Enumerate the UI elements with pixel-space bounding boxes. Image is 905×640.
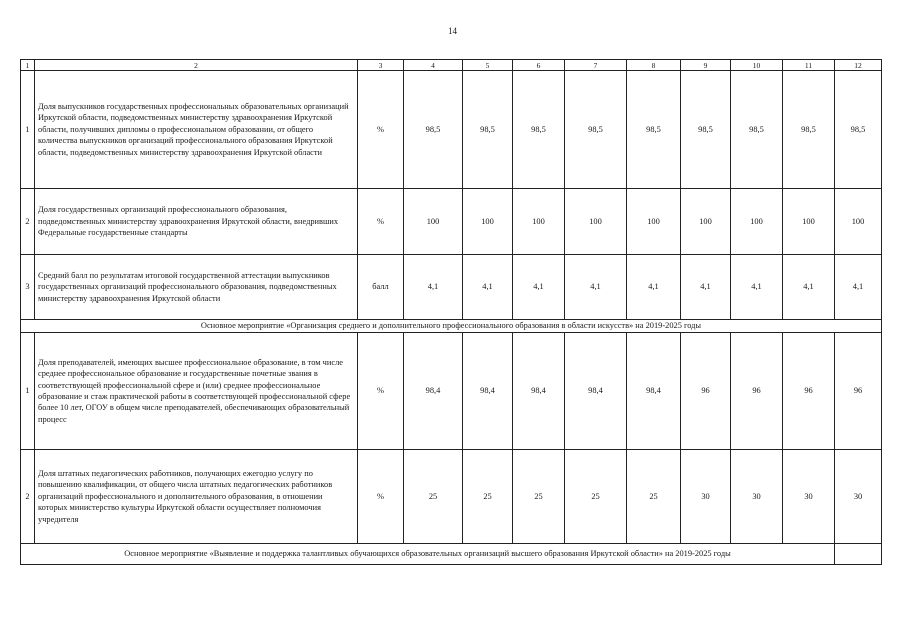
value-cell: 98,5 (731, 71, 783, 189)
value-cell: 25 (404, 450, 463, 544)
unit-cell: % (358, 450, 404, 544)
value-cell: 30 (783, 450, 835, 544)
value-cell: 100 (731, 189, 783, 255)
value-cell: 100 (404, 189, 463, 255)
header-cell: 10 (731, 60, 783, 71)
section-row (21, 544, 882, 565)
value-cell: 98,5 (513, 71, 565, 189)
unit-cell: % (358, 333, 404, 450)
table-row (21, 71, 882, 189)
value-cell: 25 (463, 450, 513, 544)
value-cell: 98,4 (513, 333, 565, 450)
unit-cell: % (358, 71, 404, 189)
value-cell: 30 (835, 450, 882, 544)
value-cell: 25 (627, 450, 681, 544)
value-cell: 100 (783, 189, 835, 255)
value-cell: 98,4 (565, 333, 627, 450)
value-cell: 25 (565, 450, 627, 544)
row-number: 2 (21, 450, 35, 544)
value-cell: 98,5 (783, 71, 835, 189)
value-cell: 4,1 (404, 255, 463, 320)
value-cell: 30 (681, 450, 731, 544)
empty-cell (835, 544, 882, 565)
indicators-table (20, 59, 882, 565)
value-cell: 98,5 (404, 71, 463, 189)
value-cell: 96 (731, 333, 783, 450)
header-cell: 6 (513, 60, 565, 71)
indicator-description: Доля выпускников государственных профессиональных образовательных организаций Иркутской области, подведомственных министерству здравоохранения Иркутской области, получивших дипломы о профессиональном образовании, от общего количества выпускников организаций профессионального образования Иркутской области, подведомственных министерству здравоохранения Иркутской области (35, 71, 358, 189)
value-cell: 100 (463, 189, 513, 255)
value-cell: 96 (835, 333, 882, 450)
row-number: 1 (21, 333, 35, 450)
header-row (21, 60, 882, 71)
value-cell: 100 (627, 189, 681, 255)
row-number: 2 (21, 189, 35, 255)
value-cell: 4,1 (681, 255, 731, 320)
value-cell: 98,4 (463, 333, 513, 450)
value-cell: 98,5 (565, 71, 627, 189)
value-cell: 100 (681, 189, 731, 255)
header-cell: 11 (783, 60, 835, 71)
value-cell: 98,4 (627, 333, 681, 450)
section-title: Основное мероприятие «Организация среднего и дополнительного профессионального образования в области искусств» на 2019-2025 годы (21, 320, 882, 333)
value-cell: 4,1 (565, 255, 627, 320)
table-row (21, 450, 882, 544)
value-cell: 98,5 (463, 71, 513, 189)
value-cell: 100 (835, 189, 882, 255)
section-title: Основное мероприятие «Выявление и поддержка талантливых обучающихся образовательных организаций высшего образования Иркутской области» на 2019-2025 годы (21, 544, 835, 565)
indicator-description: Средний балл по результатам итоговой государственной аттестации выпускников государственных организаций профессионального образования, подведомственных министерству здравоохранения Иркутской области (35, 255, 358, 320)
value-cell: 98,5 (681, 71, 731, 189)
value-cell: 4,1 (835, 255, 882, 320)
table-row (21, 189, 882, 255)
value-cell: 98,5 (835, 71, 882, 189)
header-cell: 5 (463, 60, 513, 71)
value-cell: 4,1 (463, 255, 513, 320)
value-cell: 96 (681, 333, 731, 450)
table-row (21, 333, 882, 450)
indicator-description: Доля государственных организаций профессионального образования, подведомственных министерству здравоохранения Иркутской области, внедривших Федеральные государственные стандарты (35, 189, 358, 255)
row-number: 3 (21, 255, 35, 320)
value-cell: 98,4 (404, 333, 463, 450)
value-cell: 4,1 (783, 255, 835, 320)
page-number: 14 (448, 26, 457, 36)
value-cell: 100 (513, 189, 565, 255)
header-cell: 3 (358, 60, 404, 71)
header-cell: 7 (565, 60, 627, 71)
section-row (21, 320, 882, 333)
unit-cell: % (358, 189, 404, 255)
table-row (21, 255, 882, 320)
value-cell: 4,1 (731, 255, 783, 320)
header-cell: 8 (627, 60, 681, 71)
value-cell: 25 (513, 450, 565, 544)
indicator-description: Доля преподавателей, имеющих высшее профессиональное образование, в том числе среднее профессиональное образование и государственные почетные звания в соответствующей профессиональной сфере и (или) среднее профессиональное образование и стаж практической работы в соответствующей профессиональной сфере более 10 лет, ОГОУ в общем числе преподавателей, обеспечивающих образовательный процесс (35, 333, 358, 450)
header-cell: 4 (404, 60, 463, 71)
header-cell: 12 (835, 60, 882, 71)
unit-cell: балл (358, 255, 404, 320)
value-cell: 30 (731, 450, 783, 544)
value-cell: 4,1 (513, 255, 565, 320)
value-cell: 100 (565, 189, 627, 255)
value-cell: 4,1 (627, 255, 681, 320)
header-cell: 9 (681, 60, 731, 71)
row-number: 1 (21, 71, 35, 189)
header-cell: 2 (35, 60, 358, 71)
header-cell: 1 (21, 60, 35, 71)
value-cell: 98,5 (627, 71, 681, 189)
indicator-description: Доля штатных педагогических работников, получающих ежегодно услугу по повышению квалификации, от общего числа штатных педагогических работников организаций профессионального и дополнительного образования, в отношении которых министерство культуры Иркутской области осуществляет полномочия учредителя (35, 450, 358, 544)
value-cell: 96 (783, 333, 835, 450)
